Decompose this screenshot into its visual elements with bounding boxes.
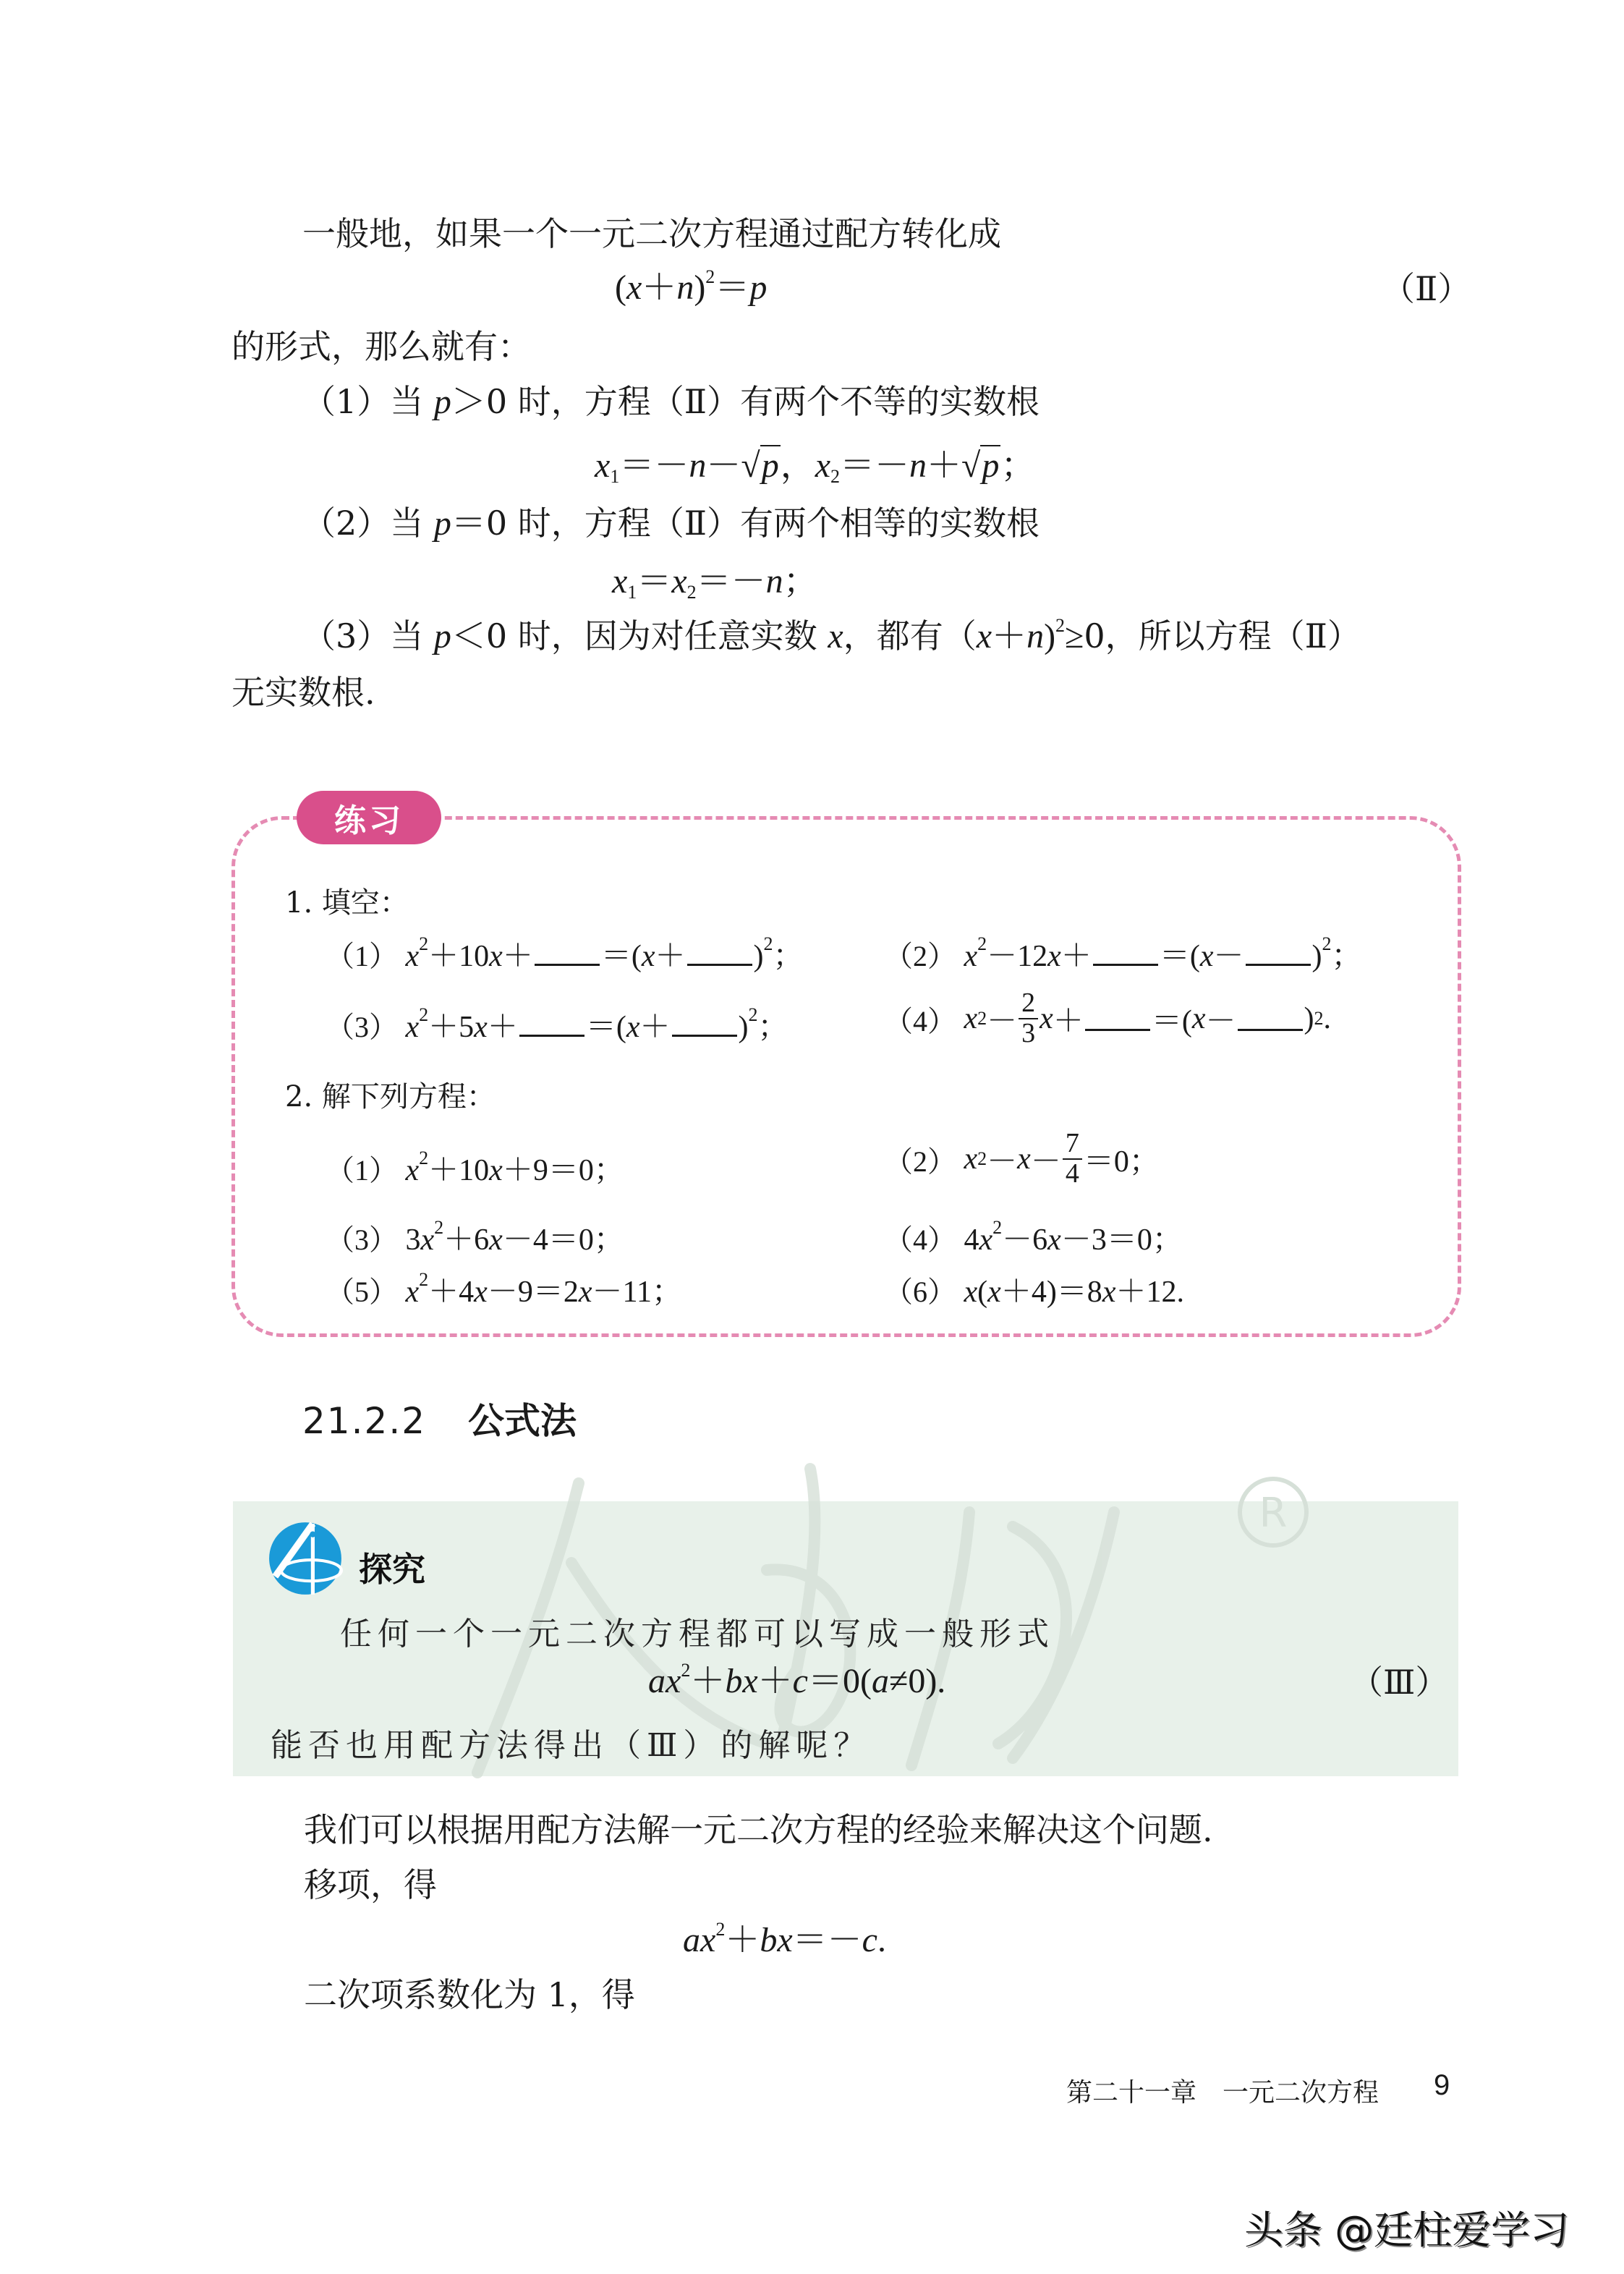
case-2-suffix: 0 时，方程（Ⅱ）有两个相等的实数根 [485,504,1040,543]
practice-q2-item-1: （1） $x^2+10x+9=0$； [326,1147,624,1187]
practice-q1-item-1: （1） $x^2+10x+ =(x+ )^2$； [326,933,804,973]
practice-q1-item-4: （4） x 2 － $\frac{2}{3}$ x ＋ ＝( x － ) 2 . [884,988,1332,1048]
practice-q2-item-6: （6） x(x＋4)＝8x＋12. [884,1276,1184,1309]
section-heading [302,1392,577,1444]
source-credit: 头条 @廷柱爱学习 [1244,2207,1570,2253]
body-line-1: 我们可以根据用配方法解一元二次方程的经验来解决这个问题. [304,1810,1213,1849]
chapter-footer: 第二十一章 一元二次方程 [1066,2078,1379,2108]
practice-q1-title: 1. 填空： [285,886,409,920]
practice-q1-item-3: （3） $x^2+5x+ =(x+ )^2$； [326,1004,788,1044]
practice-q1-item-2: （2） $x^2-12x+ =(x- )^2$； [884,933,1362,973]
case-3-prefix: （3）当 [302,616,434,656]
equation-ii: $(x+n)^2=p$ [615,266,768,307]
equation-iii: $ax^2+bx+c=0(a\ne 0)$. [648,1660,946,1700]
equation-iii-label: （Ⅲ） [1350,1663,1449,1702]
practice-q2-title: 2. 解下列方程： [285,1080,496,1113]
explore-line-2: 能否也用配方法得出（Ⅲ）的解呢？ [271,1727,872,1764]
practice-tag: 练习 [297,791,441,844]
case-1: （1）当 p＞0 时，方程（Ⅱ）有两个不等的实数根 [302,382,1040,421]
explore-title: 探究 [359,1550,425,1589]
case-3-mid: 0 时，因为对任意实数 [485,616,828,656]
case-2: （2）当 p＝0 时，方程（Ⅱ）有两个相等的实数根 [302,504,1040,543]
svg-text:R: R [1259,1490,1288,1537]
practice-q2-item-4: （4） $4x^2-6x-3=0$； [884,1217,1183,1257]
body-line-2: 移项，得 [304,1865,437,1904]
equation-ii-label: （Ⅱ） [1382,269,1471,308]
practice-q2-item-2: （2） x 2 － x － $\frac{7}{4}$ ＝0； [884,1128,1160,1189]
case-2-roots: $x_1=x_2=-n$； [612,562,818,603]
case-3-suffix: 0，所以方程（Ⅱ） [1084,616,1361,656]
case-3: （3）当 p＜0 时，因为对任意实数 x，都有（x＋n)$^2$≥0，所以方程（Ⅱ） [302,615,1361,656]
intro-line-2: 的形式，那么就有： [231,327,531,366]
compass-globe-icon [268,1521,343,1596]
case-1-prefix: （1）当 [302,382,434,421]
body-line-3: 二次项系数化为 1，得 [304,1975,635,2014]
section-name: 公式法 [468,1400,577,1442]
intro-line-1: 一般地，如果一个一元二次方程通过配方转化成 [302,214,1001,253]
practice-q2-item-5: （5） $x^2+4x-9=2x-11$； [326,1269,682,1309]
explore-line-1: 任何一个一元二次方程都可以写成一般形式 [340,1616,1055,1653]
case-3-line-2: 无实数根. [231,673,375,712]
case-1-suffix: 0 时，方程（Ⅱ）有两个不等的实数根 [485,382,1040,421]
section-number: 21.2.2 [302,1400,427,1442]
practice-q2-item-3: （3） $3x^2+6x-4=0$； [326,1217,624,1257]
case-2-prefix: （2）当 [302,504,434,543]
page-number: 9 [1434,2069,1450,2101]
case-3-mid2: ，都有（ [843,616,977,656]
equation-move-terms: $ax^2+bx=-c$. [683,1919,886,1959]
case-1-roots: $x_1=-n-√p$，$x_2=-n+√p$； [595,446,1036,487]
